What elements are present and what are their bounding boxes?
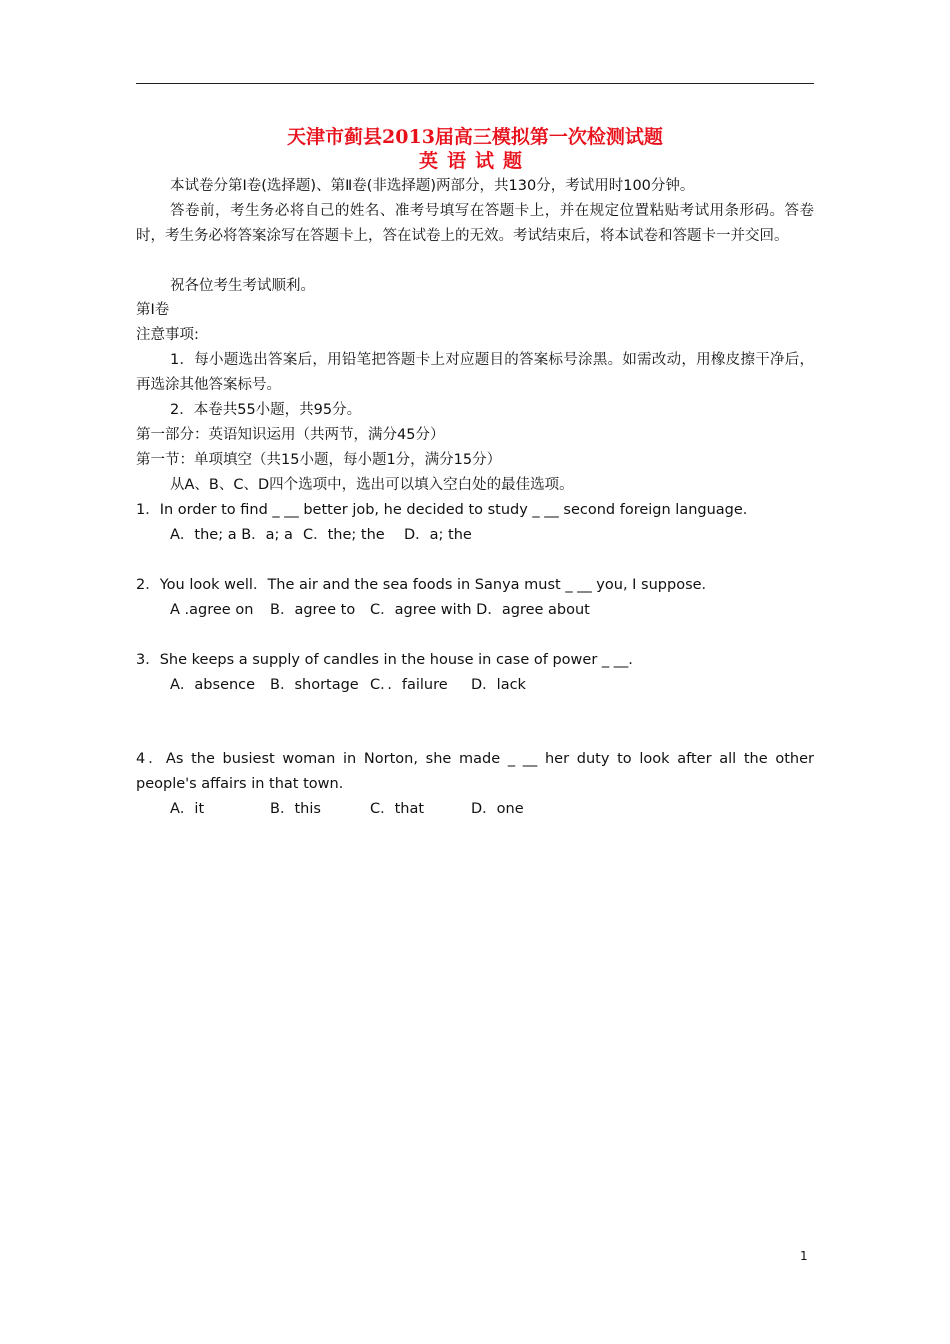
question-3: 3．She keeps a supply of candles in the house in case of power _ __. bbox=[136, 652, 633, 668]
q1-option-d: D．a; the bbox=[404, 527, 472, 543]
q3-option-a: A．absence bbox=[170, 677, 256, 693]
header-rule bbox=[136, 83, 814, 84]
q4-option-a: A．it bbox=[170, 801, 205, 817]
question-1: 1．In order to find _ __ better job, he decided to study _ __ second foreign language． bbox=[136, 502, 758, 518]
q1-option-ab: A．the; a B．a; a bbox=[170, 527, 293, 543]
subsection-heading: 第一节：单项填空（共15小题，每小题1分，满分15分） bbox=[136, 452, 502, 468]
q2-option-cd: C．agree with D．agree about bbox=[370, 602, 590, 618]
q3-option-c: C．．failure bbox=[370, 677, 448, 693]
q2-option-b: B．agree to bbox=[270, 602, 356, 618]
q3-option-d: D．lack bbox=[471, 677, 526, 693]
note-1: 1．每小题选出答案后，用铅笔把答题卡上对应题目的答案标号涂黑。如需改动，用橡皮擦干净后，再选涂其他答案标号。 bbox=[136, 352, 814, 393]
intro-paragraph: 答卷前，考生务必将自己的姓名、准考号填写在答题卡上，并在规定位置粘贴考试用条形码。答卷时，考生务必将答案涂写在答题卡上，答在试卷上的无效。考试结束后，将本试卷和答题卡一并交回。 bbox=[136, 203, 814, 244]
page-number: 1 bbox=[800, 1249, 808, 1263]
section-heading: 第一部分：英语知识运用（共两节，满分45分） bbox=[136, 427, 445, 443]
intro-line: 本试卷分第Ⅰ卷(选择题)、第Ⅱ卷(非选择题)两部分，共130分，考试用时100分钟。 bbox=[170, 178, 695, 194]
notes-heading: 注意事项: bbox=[136, 327, 199, 343]
instruction-line: 从A、B、C、D四个选项中，选出可以填入空白处的最佳选项。 bbox=[170, 477, 574, 493]
wish-line: 祝各位考生考试顺利。 bbox=[170, 278, 315, 294]
q4-option-b: B．this bbox=[270, 801, 321, 817]
q2-option-a: A .agree on bbox=[170, 602, 254, 618]
q1-option-c: C．the; the bbox=[303, 527, 385, 543]
exam-subtitle: 英语试题 bbox=[418, 150, 531, 172]
part-heading: 第I卷 bbox=[136, 302, 170, 318]
exam-title: 天津市蓟县2013届高三模拟第一次检测试题 bbox=[287, 126, 663, 148]
note-2: 2．本卷共55小题，共95分。 bbox=[170, 402, 362, 418]
question-2: 2．You look well．The air and the sea foods in Sanya must _ __ you, I suppose． bbox=[136, 577, 717, 593]
q4-option-c: C．that bbox=[370, 801, 425, 817]
q3-option-b: B．shortage bbox=[270, 677, 359, 693]
question-4: 4．As the busiest woman in Norton, she made _ __ her duty to look after all the other people's affairs in that town． bbox=[136, 751, 814, 792]
q4-option-d: D．one bbox=[471, 801, 524, 817]
